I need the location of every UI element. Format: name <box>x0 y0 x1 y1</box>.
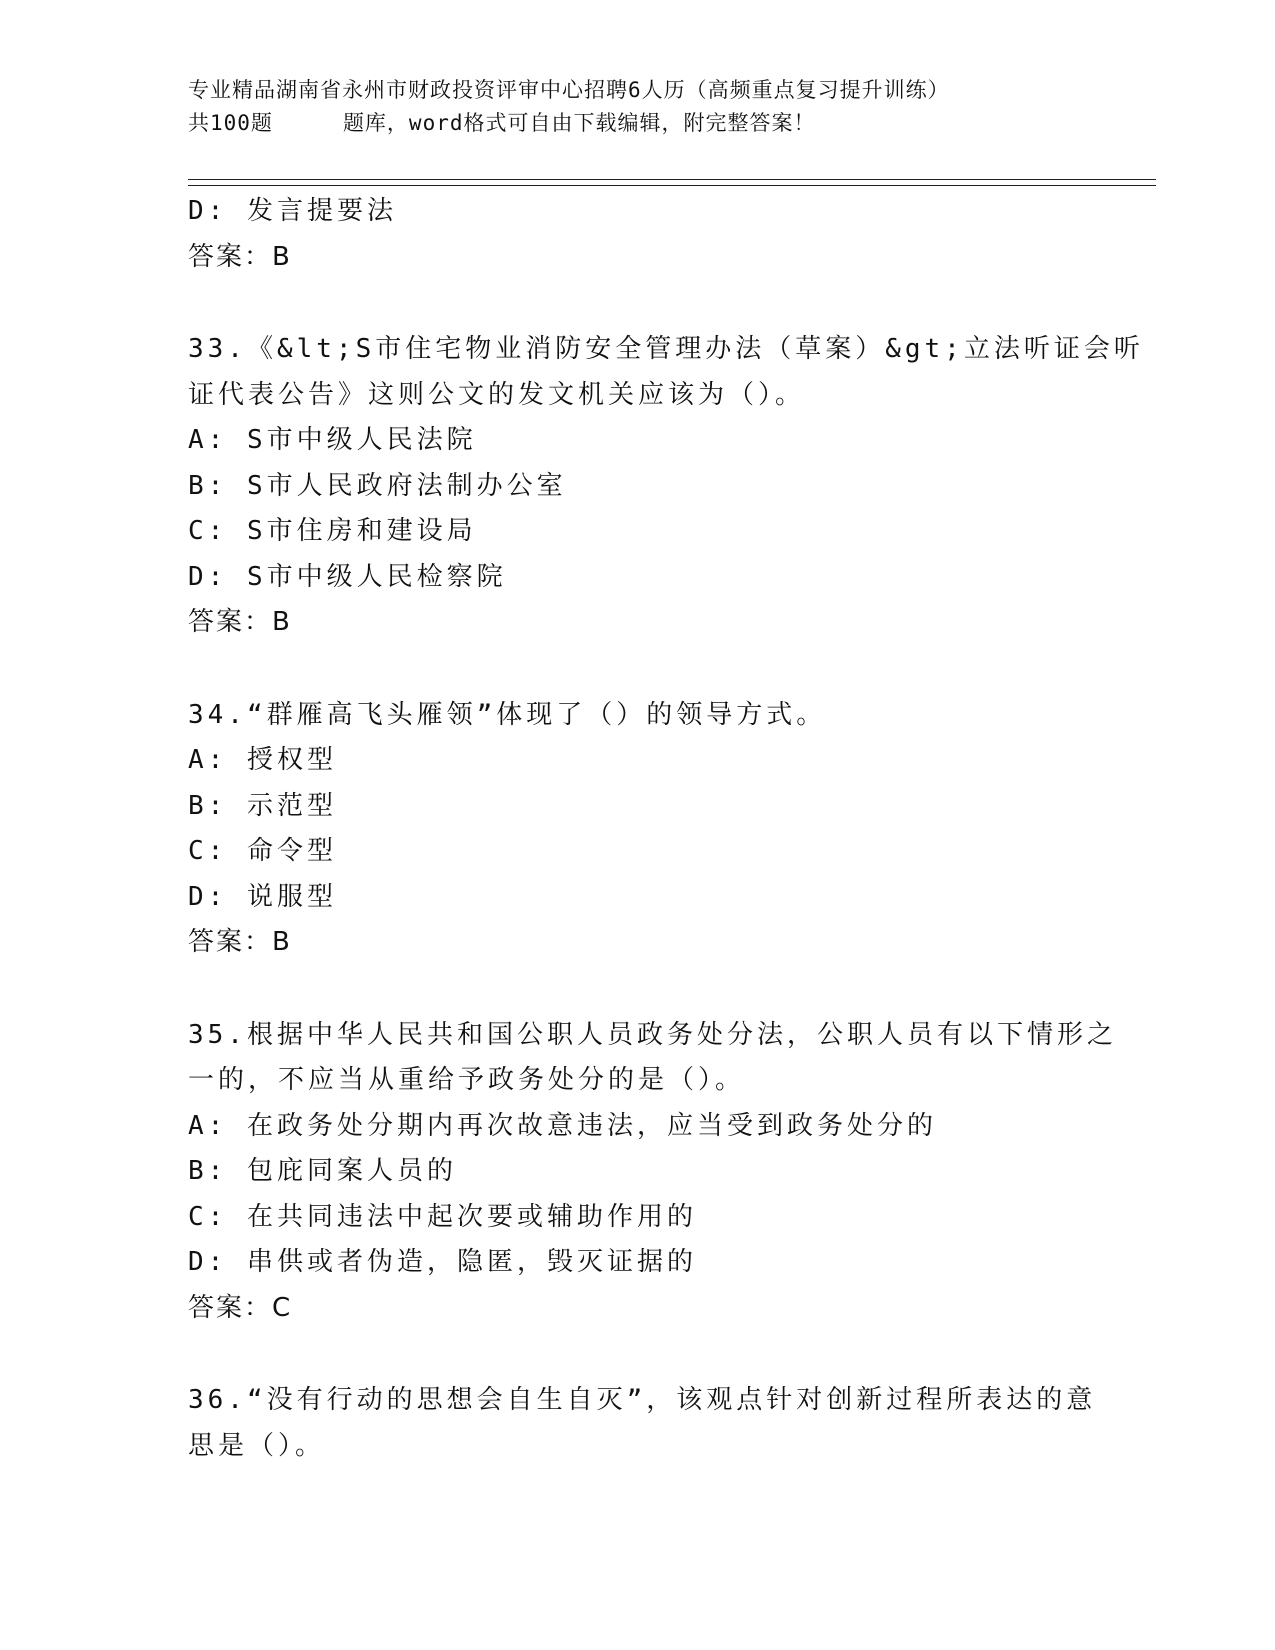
option-b: B: S市人民政府法制办公室 <box>188 470 567 501</box>
question-text: 证代表公告》这则公文的发文机关应该为（）。 <box>188 379 806 410</box>
option-c: C: 在共同违法中起次要或辅助作用的 <box>188 1201 697 1232</box>
option-d: D: S市中级人民检察院 <box>188 561 507 592</box>
option-d: D: 说服型 <box>188 881 337 912</box>
question-text: 思是（）。 <box>188 1430 326 1461</box>
option-d: D: 发言提要法 <box>188 196 397 226</box>
question-33 <box>188 327 1144 646</box>
option-b: B: 包庇同案人员的 <box>188 1156 457 1186</box>
header-divider-top <box>188 179 1156 180</box>
question-text: 33.《&lt;S市住宅物业消防安全管理办法（草案）&gt;立法听证会听 <box>188 334 1144 364</box>
header-count: 共100题 <box>188 111 273 135</box>
option-a: A: 在政务处分期内再次故意违法，应当受到政务处分的 <box>188 1110 937 1141</box>
header-divider-bottom <box>188 185 1156 186</box>
header-note: 题库，word格式可自由下载编辑，附完整答案！ <box>342 111 816 135</box>
document-header <box>188 74 1088 140</box>
answer-line: 答案：B <box>188 607 292 637</box>
option-c: C: 命令型 <box>188 836 337 866</box>
question-text: 34.“群雁高飞头雁领”体现了（）的领导方式。 <box>188 699 827 730</box>
question-35 <box>188 1013 1117 1332</box>
question-text: 一的，不应当从重给予政务处分的是（）。 <box>188 1065 746 1095</box>
question-36 <box>188 1378 1097 1469</box>
answer-line: 答案：B <box>188 241 292 272</box>
option-a: A: 授权型 <box>188 745 337 775</box>
question-text: 35.根据中华人民共和国公职人员政务处分法，公职人员有以下情形之 <box>188 1019 1117 1050</box>
answer-line: 答案：C <box>188 1292 293 1323</box>
question-34 <box>188 693 1088 966</box>
header-subtitle-line <box>188 107 1088 140</box>
option-a: A: S市中级人民法院 <box>188 425 477 455</box>
answer-line: 答案：B <box>188 927 292 957</box>
option-b: B: 示范型 <box>188 790 337 821</box>
header-title-line: 专业精品湖南省永州市财政投资评审中心招聘6人历（高频重点复习提升训练） <box>188 78 950 102</box>
question-text: 36.“没有行动的思想会自生自灭”，该观点针对创新过程所表达的意 <box>188 1385 1097 1415</box>
option-d: D: 串供或者伪造，隐匿，毁灭证据的 <box>188 1247 697 1277</box>
document-body <box>188 189 1144 1469</box>
option-c: C: S市住房和建设局 <box>188 516 477 546</box>
